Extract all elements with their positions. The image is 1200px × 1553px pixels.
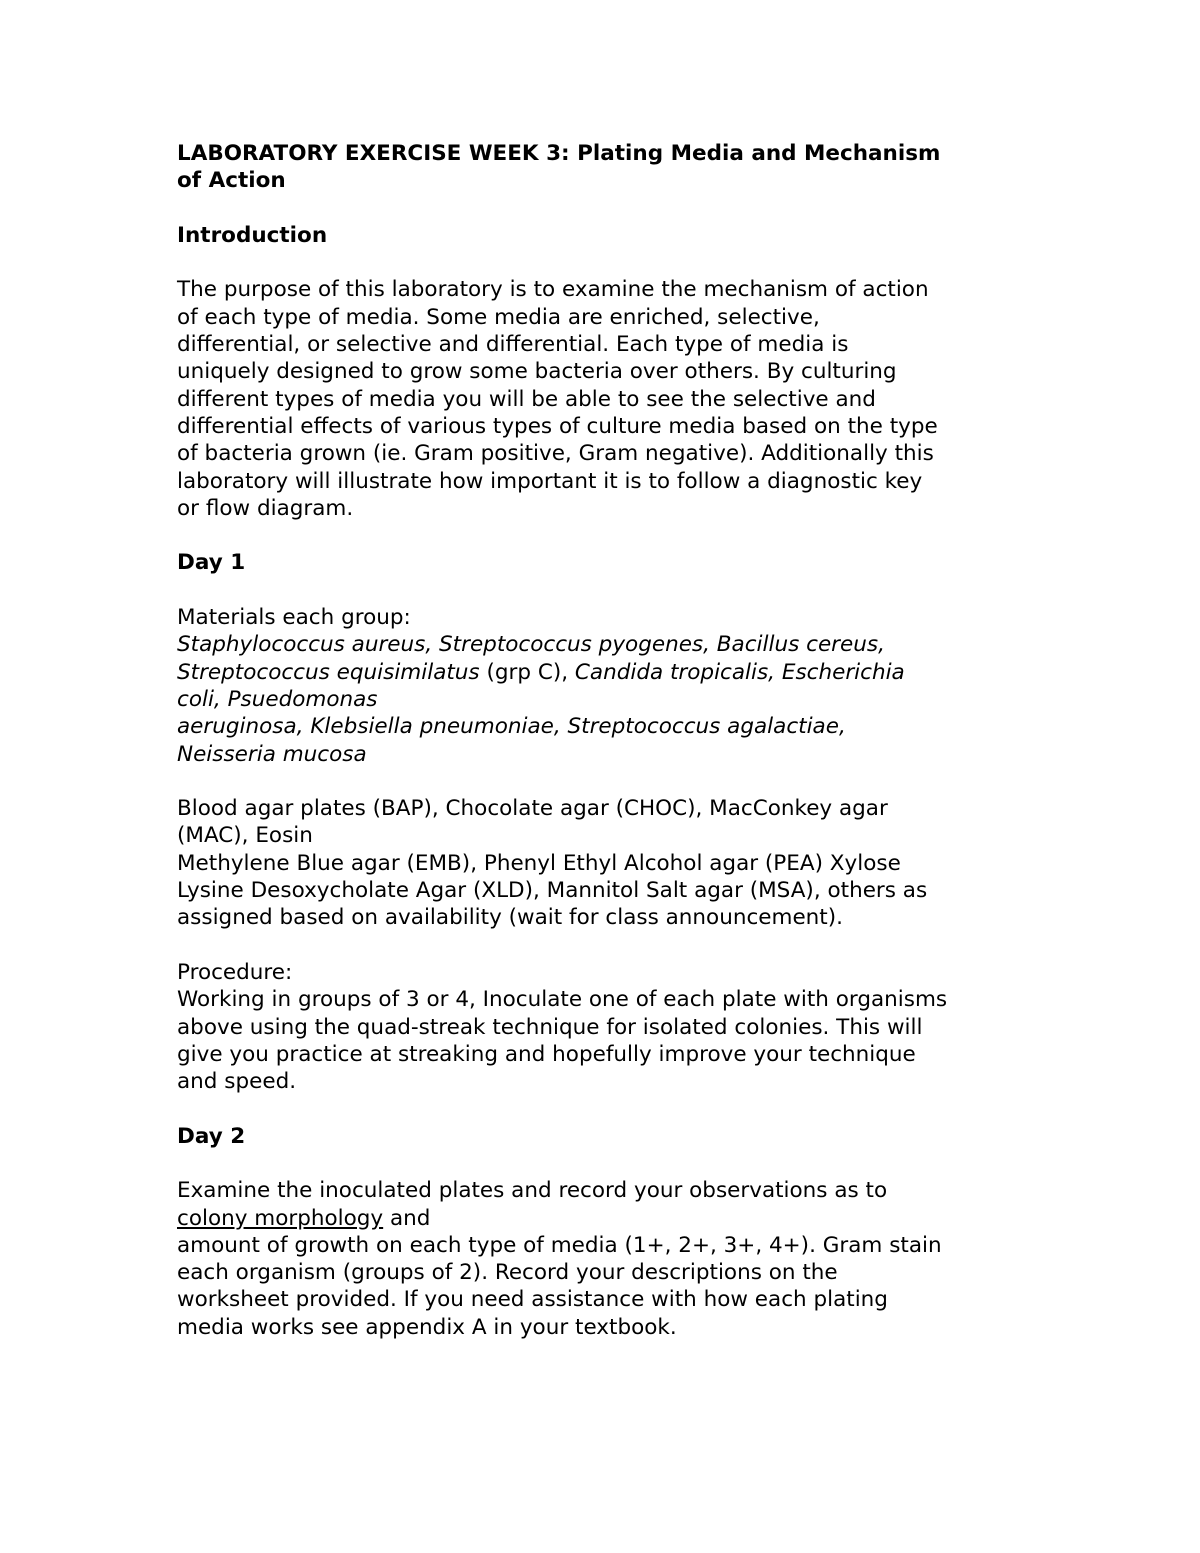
media-line: (MAC), Eosin — [177, 823, 313, 849]
spacer — [177, 1095, 1047, 1122]
day-2-line — [177, 1205, 1047, 1232]
media-line: assigned based on availability (wait for class announcement). — [177, 905, 843, 931]
introduction-line: different types of media you will be able to see the selective and — [177, 386, 876, 412]
introduction-line: laboratory will illustrate how important it is to follow a diagnostic key — [177, 468, 923, 494]
day-2-line: amount of growth on each type of media (1+, 2+, 3+, 4+). Gram stain — [177, 1232, 942, 1258]
organism-name: Candida tropicalis, Escherichia — [574, 659, 905, 685]
spacer — [177, 522, 1047, 549]
organisms-line: Neisseria mucosa — [177, 741, 367, 767]
day-2-line: Examine the inoculated plates and record your observations as to — [177, 1178, 888, 1204]
media-line: Blood agar plates (BAP), Chocolate agar (CHOC), MacConkey agar — [177, 796, 888, 822]
page-title-line-2: of Action — [177, 168, 286, 194]
introduction-line: of bacteria grown (ie. Gram positive, Gram negative). Additionally this — [177, 441, 934, 467]
procedure-line: Working in groups of 3 or 4, Inoculate one of each plate with organisms — [177, 987, 948, 1013]
introduction-line: differential effects of various types of culture media based on the type — [177, 413, 938, 439]
document-page — [177, 140, 1047, 1341]
page-title-line-1: LABORATORY EXERCISE WEEK 3: Plating Media and Mechanism — [177, 141, 941, 166]
procedure-line: and speed. — [177, 1069, 297, 1095]
introduction-line: uniquely designed to grow some bacteria over others. By culturing — [177, 359, 897, 385]
organism-name: Streptococcus equisimilatus — [177, 659, 480, 685]
introduction-line: of each type of media. Some media are enriched, selective, — [177, 304, 820, 330]
organisms-line — [177, 659, 1047, 686]
spacer — [177, 249, 1047, 276]
organism-note: (grp C), — [479, 659, 575, 685]
procedure-line: give you practice at streaking and hopefully improve your technique — [177, 1041, 916, 1067]
spacer — [177, 195, 1047, 222]
spacer — [177, 577, 1047, 604]
materials-label: Materials each group: — [177, 605, 411, 631]
day-2-line: each organism (groups of 2). Record your descriptions on the — [177, 1260, 838, 1286]
introduction-line: differential, or selective and differential. Each type of media is — [177, 332, 849, 358]
organisms-line: Staphylococcus aureus, Streptococcus pyogenes, Bacillus cereus, — [177, 632, 885, 658]
organisms-line: aeruginosa, Klebsiella pneumoniae, Streptococcus agalactiae, — [177, 714, 846, 740]
media-line: Methylene Blue agar (EMB), Phenyl Ethyl Alcohol agar (PEA) Xylose — [177, 850, 901, 876]
day-2-heading: Day 2 — [177, 1123, 246, 1149]
day-1-heading: Day 1 — [177, 550, 246, 576]
spacer — [177, 932, 1047, 959]
procedure-line: above using the quad-streak technique for isolated colonies. This will — [177, 1014, 923, 1040]
spacer — [177, 768, 1047, 795]
colony-morphology-term: colony morphology — [177, 1205, 384, 1231]
spacer — [177, 1150, 1047, 1177]
day-2-line: worksheet provided. If you need assistance with how each plating — [177, 1287, 888, 1313]
procedure-label: Procedure: — [177, 959, 293, 985]
introduction-line: or flow diagram. — [177, 495, 354, 521]
day-2-line: media works see appendix A in your textbook. — [177, 1314, 677, 1340]
organisms-line: coli, Psuedomonas — [177, 686, 378, 712]
introduction-line: The purpose of this laboratory is to examine the mechanism of action — [177, 277, 929, 303]
introduction-heading: Introduction — [177, 222, 328, 248]
media-line: Lysine Desoxycholate Agar (XLD), Mannitol Salt agar (MSA), others as — [177, 878, 928, 904]
day-2-line-rest: and — [383, 1205, 431, 1231]
